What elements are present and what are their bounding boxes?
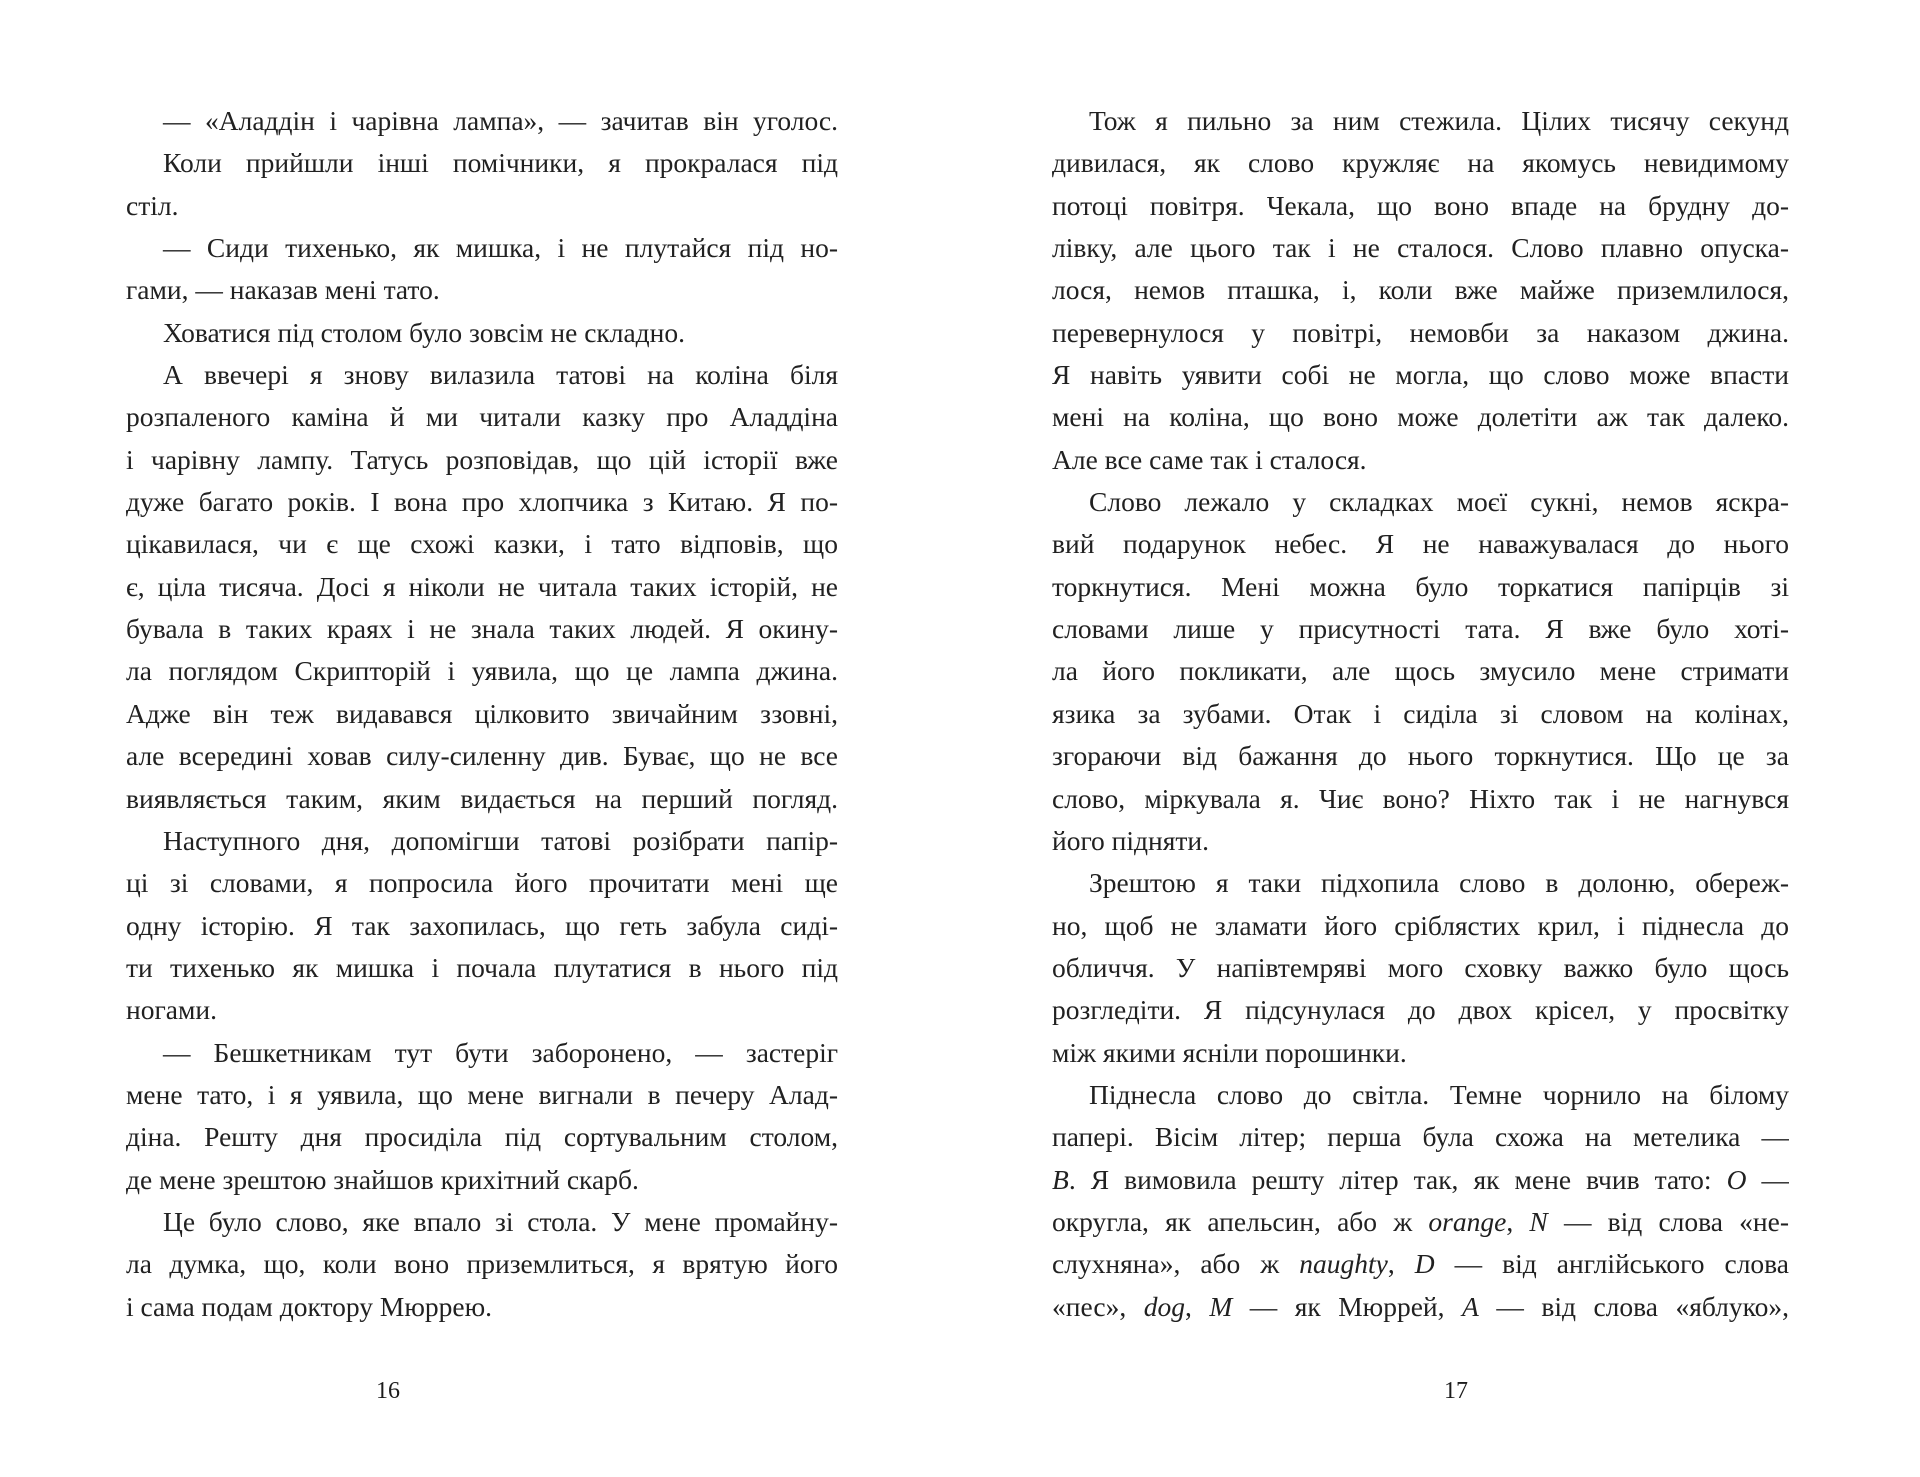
page-right-text-block <box>1052 100 1789 1328</box>
text-run: гами, — наказав мені тато. <box>126 274 440 306</box>
text-run: ла думка, що, коли воно приземлиться, я врятую його <box>126 1248 838 1280</box>
text-line <box>126 269 838 311</box>
page-number-left: 16 <box>376 1378 400 1404</box>
text-run: слово, міркувала я. Чиє воно? Ніхто так і не нагнувся <box>1052 782 1789 814</box>
text-run: Слово лежало у складках моєї сукні, немов яскра- <box>1089 486 1789 518</box>
text-run: але всередині ховав силу-силенну див. Буває, що не все <box>126 740 838 772</box>
text-run: Адже він теж видавався цілковито звичайним ззовні, <box>126 697 838 729</box>
text-line <box>1052 820 1789 862</box>
text-run: розгледіти. Я підсунулася до двох крісел, у просвітку <box>1052 994 1789 1026</box>
text-run: , <box>1387 1248 1415 1280</box>
page-number-right: 17 <box>1444 1378 1468 1404</box>
text-run: , <box>1506 1205 1530 1237</box>
text-run: «пес», <box>1052 1290 1144 1322</box>
text-run: папері. Вісім літер; перша була схожа на метелика — <box>1052 1121 1789 1153</box>
text-run: згораючи від бажання до нього торкнутися. Що це за <box>1052 740 1789 772</box>
text-line <box>126 608 838 650</box>
text-line <box>126 1074 838 1116</box>
text-line <box>1052 227 1789 269</box>
page-left-text-block <box>126 100 838 1328</box>
text-run: стіл. <box>126 189 179 221</box>
text-run: Але все саме так і сталося. <box>1052 443 1367 475</box>
text-line <box>126 1032 838 1074</box>
text-line <box>126 989 838 1031</box>
text-line <box>1052 989 1789 1031</box>
text-line <box>1052 396 1789 438</box>
text-run: діна. Решту дня просиділа під сортувальним столом, <box>126 1121 838 1153</box>
italic-word: D <box>1414 1248 1435 1280</box>
text-line <box>1052 269 1789 311</box>
text-run: — як Мюррей, <box>1232 1290 1463 1322</box>
text-run: язика за зубами. Отак і сиділа зі словом на колінах, <box>1052 697 1789 729</box>
text-run: вий подарунок небес. Я не наважувалася до нього <box>1052 528 1789 560</box>
italic-word: orange <box>1428 1205 1507 1237</box>
text-line <box>126 566 838 608</box>
text-run: Коли прийшли інші помічники, я прокралася під <box>163 147 838 179</box>
text-line <box>126 1116 838 1158</box>
text-line <box>1052 862 1789 904</box>
text-line <box>126 820 838 862</box>
text-line <box>1052 312 1789 354</box>
text-line <box>1052 735 1789 777</box>
text-line <box>126 947 838 989</box>
text-line <box>126 100 838 142</box>
text-line <box>126 396 838 438</box>
text-line <box>1052 693 1789 735</box>
italic-word: O <box>1726 1163 1747 1195</box>
text-line <box>126 1201 838 1243</box>
text-line <box>126 693 838 735</box>
text-run: є, ціла тисяча. Досі я ніколи не читала таких історій, не <box>126 570 838 602</box>
text-line <box>1052 778 1789 820</box>
text-run: Ховатися під столом було зовсім не складно. <box>163 316 686 348</box>
text-line <box>1052 142 1789 184</box>
text-line <box>126 227 838 269</box>
italic-word: N <box>1529 1205 1548 1237</box>
text-line <box>1052 1032 1789 1074</box>
text-line <box>126 142 838 184</box>
text-line <box>126 1159 838 1201</box>
text-run: Зрештою я таки підхопила слово в долоню, обереж- <box>1089 867 1789 899</box>
text-run: мене тато, і я уявила, що мене вигнали в печеру Алад- <box>126 1078 838 1110</box>
text-line <box>1052 650 1789 692</box>
italic-word: dog <box>1143 1290 1185 1322</box>
text-run: ногами. <box>126 994 217 1026</box>
text-line <box>1052 1116 1789 1158</box>
text-run: — від слова «яблуко», <box>1478 1290 1789 1322</box>
text-line <box>1052 354 1789 396</box>
text-run: потоці повітря. Чекала, що воно впаде на брудну до- <box>1052 189 1789 221</box>
text-run: ти тихенько як мишка і почала плутатися в нього під <box>126 951 838 983</box>
text-run: торкнутися. Мені можна було торкатися папірців зі <box>1052 570 1789 602</box>
text-run: його підняти. <box>1052 824 1210 856</box>
text-line <box>1052 1243 1789 1285</box>
text-line <box>126 1286 838 1328</box>
italic-word: naughty <box>1299 1248 1388 1280</box>
text-line <box>126 1243 838 1285</box>
text-line <box>126 862 838 904</box>
text-line <box>1052 905 1789 947</box>
text-run: цікавилася, чи є ще схожі казки, і тато відповів, що <box>126 528 838 560</box>
text-run: словами лише у присутності тата. Я вже було хоті- <box>1052 613 1789 645</box>
italic-word: B <box>1052 1163 1069 1195</box>
text-run: розпаленого каміна й ми читали казку про Аладдіна <box>126 401 838 433</box>
text-run: виявляється таким, яким видається на перший погляд. <box>126 782 838 814</box>
text-line <box>126 523 838 565</box>
text-line <box>126 185 838 227</box>
text-run: бувала в таких краях і не знала таких людей. Я окину- <box>126 613 838 645</box>
text-line <box>126 650 838 692</box>
text-run: перевернулося у повітрі, немовби за наказом джина. <box>1052 316 1789 348</box>
text-run: — Сиди тихенько, як мишка, і не плутайся під но- <box>163 232 838 264</box>
text-line <box>1052 1074 1789 1116</box>
text-line <box>126 481 838 523</box>
text-line <box>1052 100 1789 142</box>
text-run: Наступного дня, допомігши татові розібрати папір- <box>163 824 838 856</box>
text-line <box>126 905 838 947</box>
text-line <box>1052 1159 1789 1201</box>
text-run: Це було слово, яке впало зі стола. У мене промайну- <box>163 1205 838 1237</box>
text-run: — <box>1746 1163 1789 1195</box>
text-run: — від слова «не- <box>1547 1205 1789 1237</box>
text-run: де мене зрештою знайшов крихітний скарб. <box>126 1163 639 1195</box>
text-line <box>1052 523 1789 565</box>
text-run: но, щоб не зламати його сріблястих крил, і піднесла до <box>1052 909 1789 941</box>
text-line <box>1052 185 1789 227</box>
text-run: слухняна», або ж <box>1052 1248 1300 1280</box>
text-line <box>1052 608 1789 650</box>
text-run: між якими ясніли порошинки. <box>1052 1036 1407 1068</box>
text-run: . Я вимовила решту літер так, як мене вчив тато: <box>1068 1163 1727 1195</box>
italic-word: A <box>1462 1290 1479 1322</box>
text-run: дуже багато років. І вона про хлопчика з Китаю. Я по- <box>126 486 838 518</box>
text-line <box>126 735 838 777</box>
text-run: ла його покликати, але щось змусило мене стримати <box>1052 655 1789 687</box>
text-line <box>126 354 838 396</box>
text-line <box>1052 481 1789 523</box>
text-run: ла поглядом Скрипторій і уявила, що це лампа джина. <box>126 655 838 687</box>
text-run: і сама подам доктору Мюррею. <box>126 1290 492 1322</box>
text-run: Піднесла слово до світла. Темне чорнило на білому <box>1089 1078 1789 1110</box>
text-run: лівку, але цього так і не сталося. Слово плавно опуска- <box>1052 232 1789 264</box>
text-run: Тож я пильно за ним стежила. Цілих тисячу секунд <box>1089 105 1789 136</box>
text-run: дивилася, як слово кружляє на якомусь невидимому <box>1052 147 1789 179</box>
text-run: А ввечері я знову вилазила татові на коліна біля <box>163 359 838 391</box>
text-line <box>1052 1286 1789 1328</box>
text-line <box>1052 439 1789 481</box>
text-line <box>1052 947 1789 989</box>
text-run: ці зі словами, я попросила його прочитати мені ще <box>126 867 838 899</box>
italic-word: M <box>1209 1290 1233 1322</box>
text-line <box>126 312 838 354</box>
text-run: мені на коліна, що воно може долетіти аж так далеко. <box>1052 401 1789 433</box>
text-line <box>126 439 838 481</box>
text-run: — Бешкетникам тут бути заборонено, — застеріг <box>163 1036 838 1068</box>
text-run: — «Аладдін і чарівна лампа», — зачитав він уголос. <box>163 105 838 136</box>
text-run: Я навіть уявити собі не могла, що слово може впасти <box>1052 359 1789 391</box>
text-run: округла, як апельсин, або ж <box>1052 1205 1429 1237</box>
text-run: , <box>1184 1290 1210 1322</box>
text-run: і чарівну лампу. Татусь розповідав, що цій історії вже <box>126 443 838 475</box>
text-line <box>1052 566 1789 608</box>
text-run: — від англійського слова <box>1434 1248 1789 1280</box>
text-run: лося, немов пташка, і, коли вже майже приземлилося, <box>1052 274 1789 306</box>
text-line <box>126 778 838 820</box>
text-run: одну історію. Я так захопилась, що геть забула сиді- <box>126 909 838 941</box>
text-run: обличчя. У напівтемряві мого сховку важко було щось <box>1052 951 1789 983</box>
text-line <box>1052 1201 1789 1243</box>
